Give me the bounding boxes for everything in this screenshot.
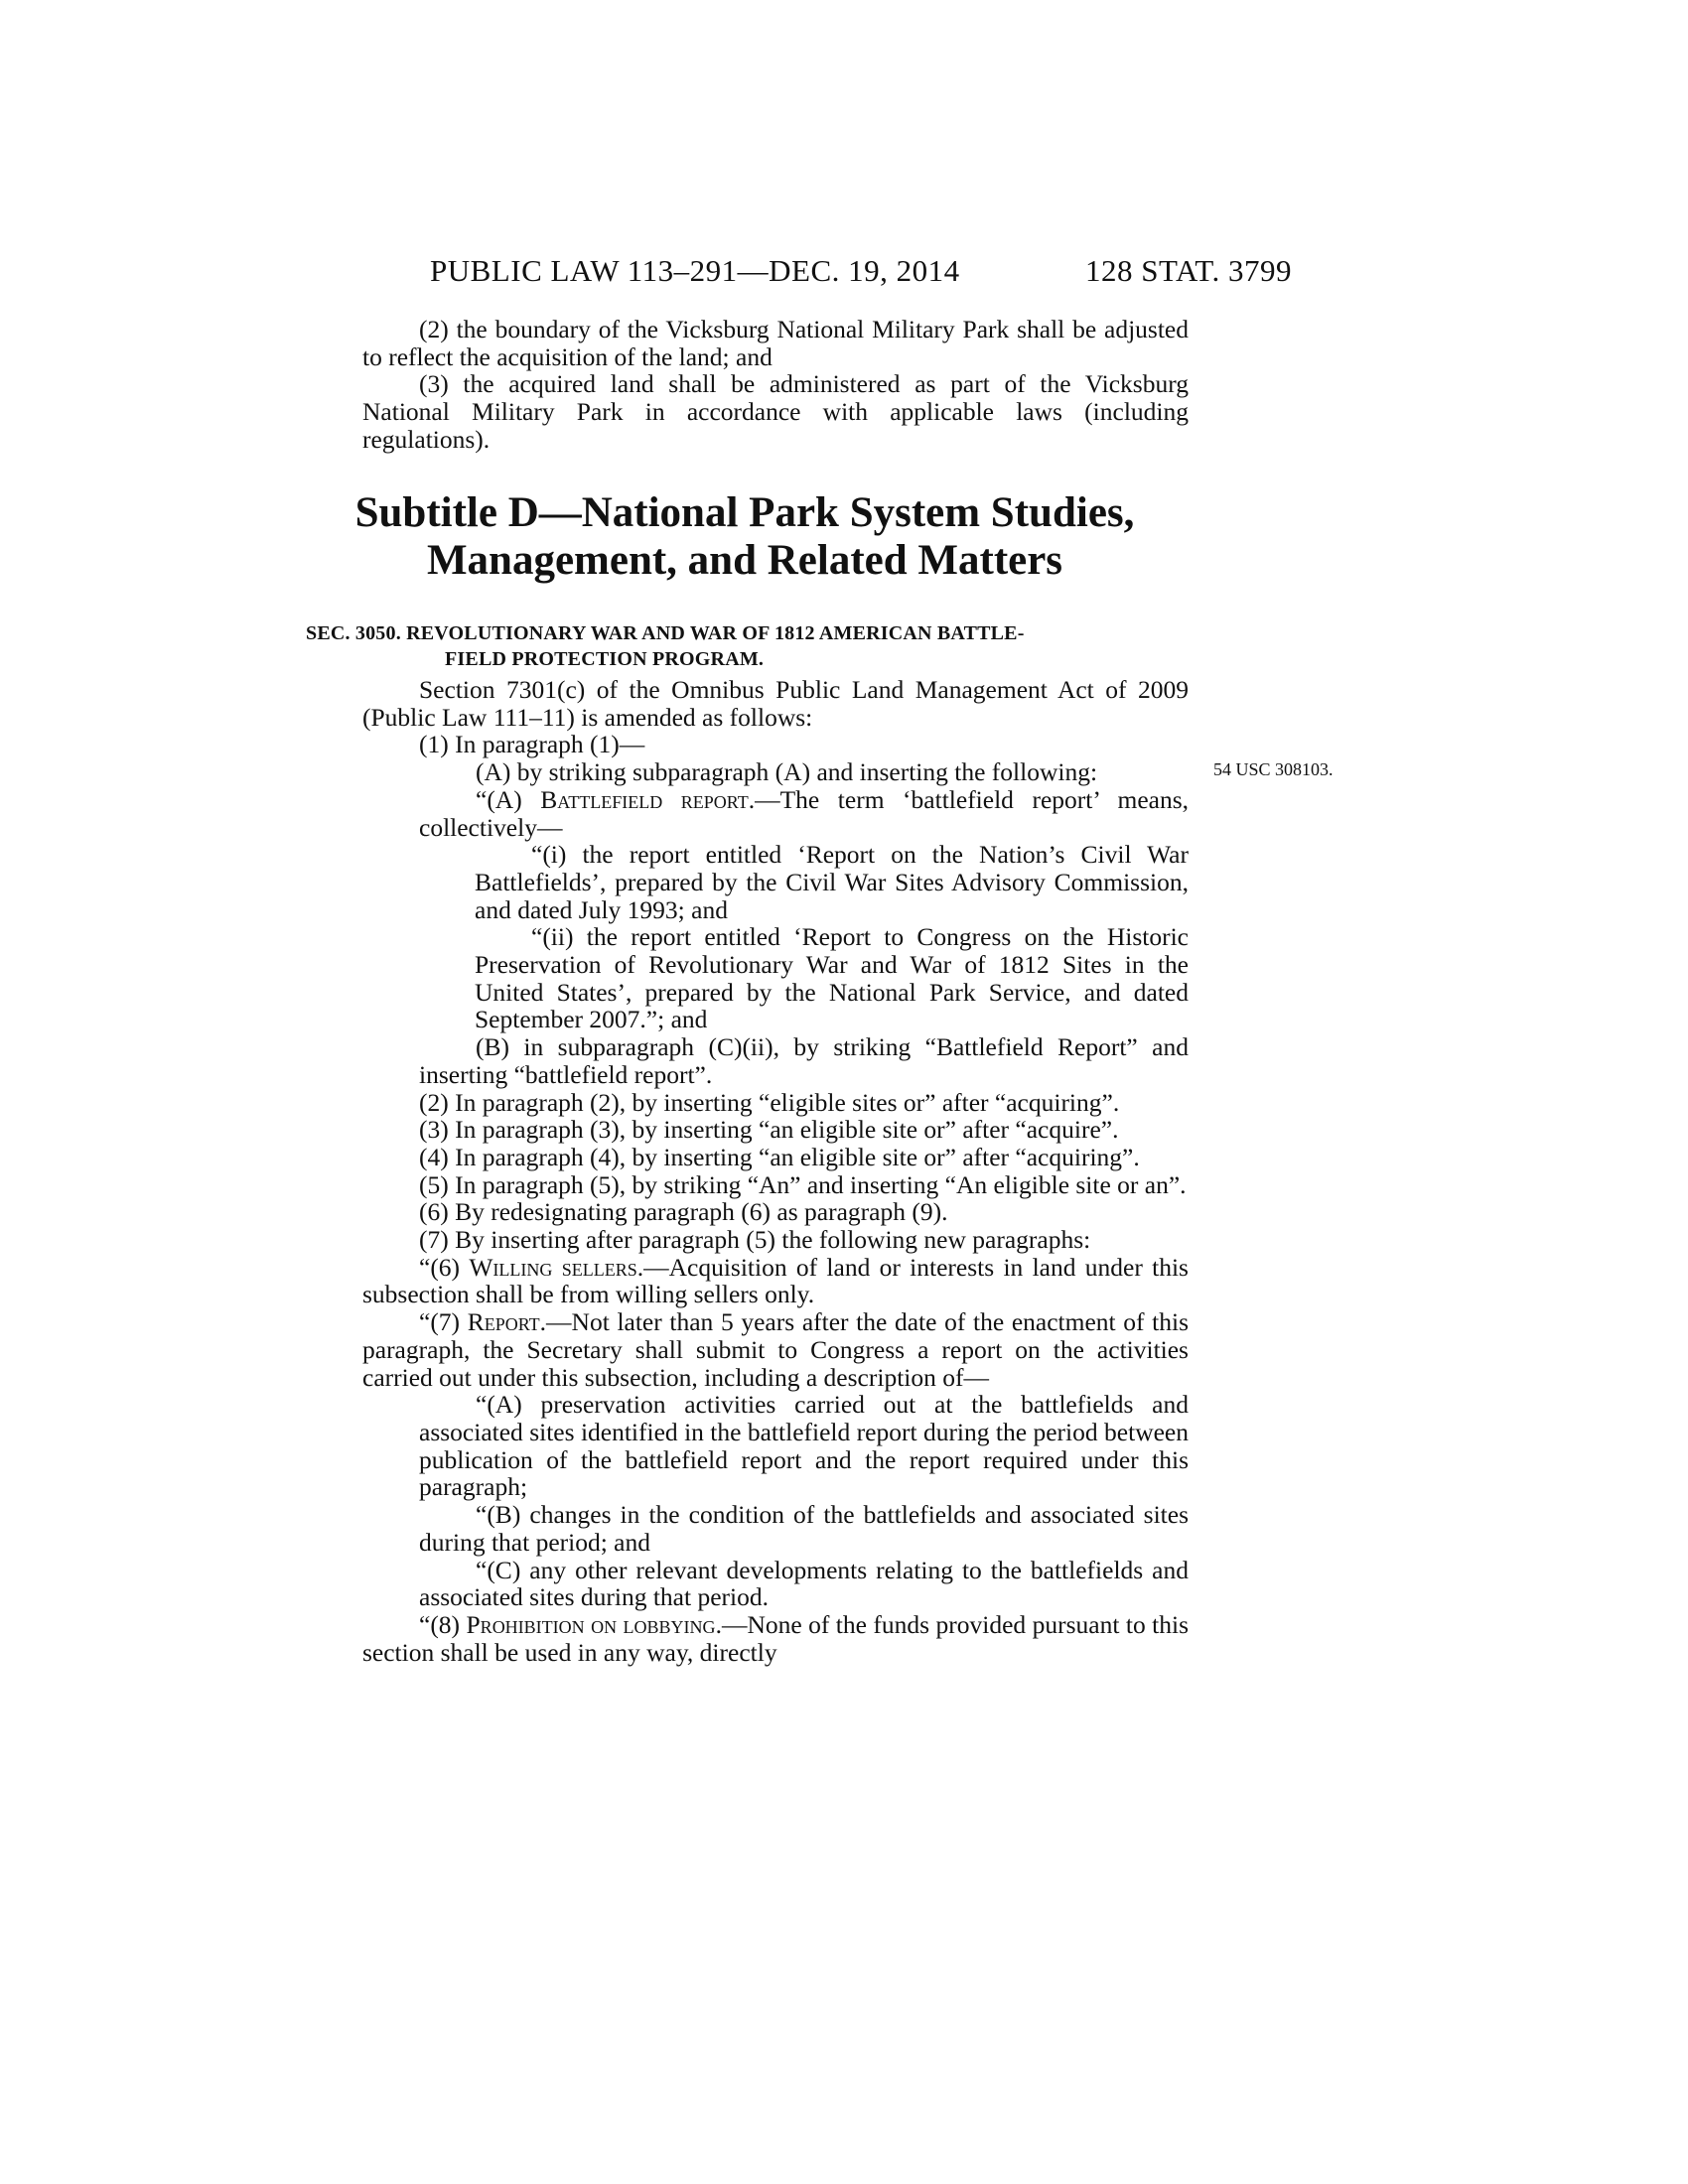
paragraph-prefix: “(8): [419, 1609, 467, 1639]
subtitle-line: Management, and Related Matters: [426, 537, 1063, 584]
paragraph: (4) In paragraph (4), by inserting “an eligible site or” after “acquiring”.: [419, 1142, 1140, 1171]
paragraph: (3) In paragraph (3), by inserting “an eligible site or” after “acquire”.: [419, 1115, 1119, 1145]
paragraph-term: Prohibition on lobbying: [466, 1609, 716, 1639]
running-header: [0, 253, 1688, 293]
paragraph-text: .—Acquisition of land or interests in land under this subsection shall be from willing sellers only.: [362, 1252, 1189, 1309]
paragraph: (1) In paragraph (1)—: [419, 730, 645, 759]
section-body: [362, 676, 1189, 1666]
paragraph: (3) the acquired land shall be administered as part of the Vicksburg National Military Park in accordance with applicable laws (including regulations).: [362, 369, 1189, 454]
law-citation: PUBLIC LAW 113–291—DEC. 19, 2014: [430, 253, 960, 288]
paragraph-text: .—None of the funds provided pursuant to this section shall be used in any way, directly: [362, 1609, 1189, 1667]
clause: “(i) the report entitled ‘Report on the Nation’s Civil War Battlefields’, prepared by the Civil War Sites Advisory Commission, and dated July 1993; and: [475, 840, 1189, 924]
intro-text: Section 7301(c) of the Omnibus Public Land Management Act of 2009 (Public Law 111–11) is amended as follows:: [362, 675, 1189, 732]
new-paragraph: [362, 1308, 1189, 1391]
definition-prefix: “(A): [476, 784, 541, 814]
paragraph-term: Report: [467, 1307, 540, 1337]
definition-paragraph: [362, 786, 1189, 841]
paragraph-prefix: “(7): [419, 1307, 468, 1337]
definition-term: Battlefield report: [540, 784, 749, 814]
paragraph: (B) in subparagraph (C)(ii), by striking “Battlefield Report” and inserting “battlefield report”.: [419, 1032, 1189, 1089]
paragraph: (A) by striking subparagraph (A) and inserting the following:: [476, 757, 1098, 787]
definition-text: .—The term ‘battlefield report’ means, collectively—: [419, 784, 1190, 842]
usc-margin-citation: 54 USC 308103.: [1213, 759, 1334, 779]
subparagraph: “(C) any other relevant developments relating to the battlefields and associated sites during that period.: [419, 1555, 1189, 1612]
continued-text-block: [362, 316, 1189, 454]
clause: “(ii) the report entitled ‘Report to Congress on the Historic Preservation of Revolutionary War and War of 1812 Sites in the United States’, prepared by the National Park Service, and dated September 2007.”; and: [475, 922, 1189, 1034]
new-paragraph: [362, 1611, 1189, 1666]
paragraph-text: .—Not later than 5 years after the date of the enactment of this paragraph, the Secretary shall submit to Congress a report on the activities carried out under this subsection, including a description of—: [362, 1307, 1189, 1392]
section-heading: [306, 620, 1190, 672]
paragraph-term: Willing sellers: [469, 1252, 637, 1282]
subtitle-line: Subtitle D—National Park System Studies,: [354, 489, 1135, 536]
section-heading-line: FIELD PROTECTION PROGRAM.: [445, 648, 765, 670]
stat-page-number: 128 STAT. 3799: [1085, 253, 1293, 288]
subparagraph: “(B) changes in the condition of the battlefields and associated sites during that period; and: [419, 1500, 1189, 1557]
subparagraph: “(A) preservation activities carried out at the battlefields and associated sites identified in the battlefield report during the period between publication of the battlefield report and the report required under this paragraph;: [419, 1390, 1189, 1502]
paragraph: [362, 676, 1189, 731]
paragraph: (7) By inserting after paragraph (5) the following new paragraphs:: [419, 1225, 1091, 1255]
paragraph: (2) the boundary of the Vicksburg National Military Park shall be adjusted to reflect the acquisition of the land; and: [362, 315, 1189, 371]
section-heading-line: SEC. 3050. REVOLUTIONARY WAR AND WAR OF 1812 AMERICAN BATTLE-: [306, 622, 1025, 644]
paragraph: (6) By redesignating paragraph (6) as paragraph (9).: [419, 1197, 948, 1227]
paragraph-prefix: “(6): [419, 1252, 470, 1282]
paragraph: (2) In paragraph (2), by inserting “eligible sites or” after “acquiring”.: [419, 1087, 1120, 1117]
new-paragraph: [362, 1254, 1189, 1308]
paragraph: (5) In paragraph (5), by striking “An” and inserting “An eligible site or an”.: [419, 1169, 1187, 1199]
subtitle-heading: [298, 489, 1192, 585]
